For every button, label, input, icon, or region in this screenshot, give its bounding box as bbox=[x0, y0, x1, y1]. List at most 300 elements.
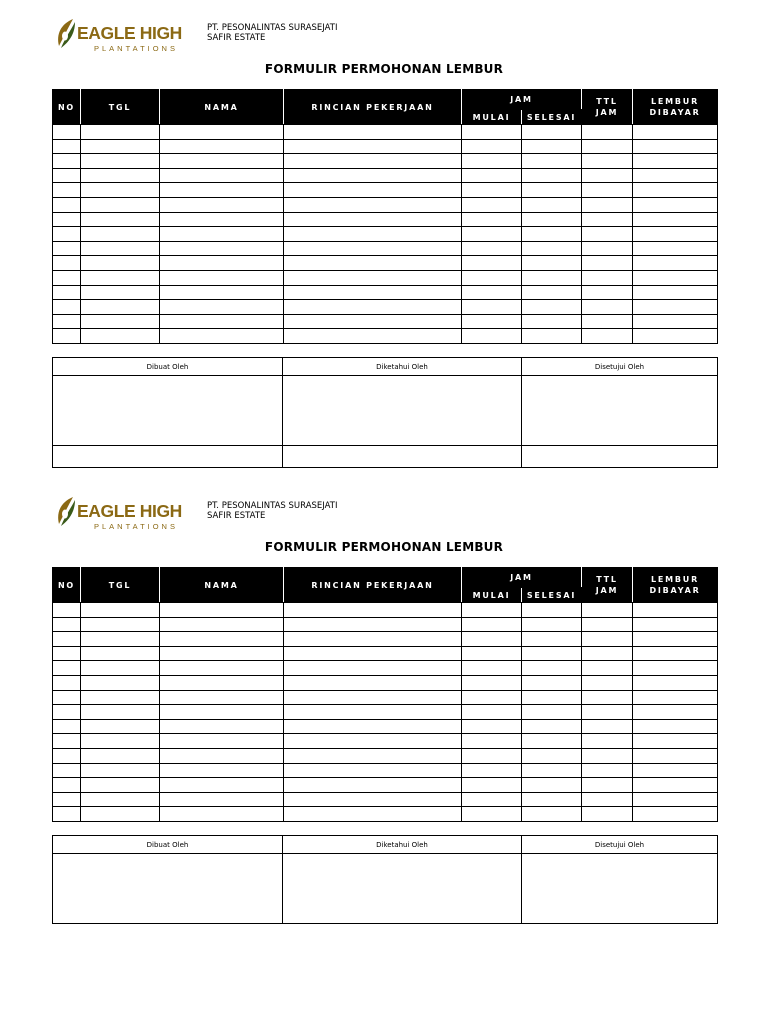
table-cell[interactable] bbox=[81, 646, 160, 661]
table-cell[interactable] bbox=[462, 763, 522, 778]
table-cell[interactable] bbox=[522, 807, 582, 822]
table-cell[interactable] bbox=[522, 734, 582, 749]
signature-box[interactable] bbox=[522, 854, 718, 924]
eagle-high-logo bbox=[55, 496, 190, 532]
signature-table bbox=[52, 357, 718, 468]
table-row bbox=[53, 719, 718, 734]
table-cell[interactable] bbox=[582, 632, 633, 647]
table-cell[interactable] bbox=[462, 241, 522, 256]
table-cell[interactable] bbox=[160, 285, 284, 300]
table-cell[interactable] bbox=[582, 241, 633, 256]
table-row bbox=[53, 646, 718, 661]
table-cell[interactable] bbox=[462, 300, 522, 315]
table-cell[interactable] bbox=[582, 125, 633, 140]
table-cell[interactable] bbox=[633, 646, 718, 661]
table-cell[interactable] bbox=[522, 183, 582, 198]
table-cell[interactable] bbox=[284, 719, 462, 734]
table-cell[interactable] bbox=[633, 690, 718, 705]
table-cell[interactable] bbox=[53, 300, 81, 315]
table-cell[interactable] bbox=[284, 778, 462, 793]
overtime-form-1 bbox=[0, 0, 768, 478]
table-cell[interactable] bbox=[53, 675, 81, 690]
table-cell[interactable] bbox=[582, 300, 633, 315]
table-cell[interactable] bbox=[284, 125, 462, 140]
table-cell[interactable] bbox=[462, 778, 522, 793]
signature-made-by-label: Dibuat Oleh bbox=[53, 358, 283, 376]
table-cell[interactable] bbox=[462, 329, 522, 344]
signature-known-by-label: Diketahui Oleh bbox=[283, 836, 522, 854]
table-cell[interactable] bbox=[633, 719, 718, 734]
table-row bbox=[53, 256, 718, 271]
table-cell[interactable] bbox=[160, 617, 284, 632]
table-cell[interactable] bbox=[53, 734, 81, 749]
table-cell[interactable] bbox=[160, 778, 284, 793]
table-cell[interactable] bbox=[284, 646, 462, 661]
table-cell[interactable] bbox=[53, 705, 81, 720]
table-cell[interactable] bbox=[633, 792, 718, 807]
table-cell[interactable] bbox=[462, 125, 522, 140]
table-cell[interactable] bbox=[284, 154, 462, 169]
table-cell[interactable] bbox=[633, 241, 718, 256]
table-cell[interactable] bbox=[522, 168, 582, 183]
table-row bbox=[53, 241, 718, 256]
table-cell[interactable] bbox=[81, 125, 160, 140]
table-cell[interactable] bbox=[633, 183, 718, 198]
table-cell[interactable] bbox=[53, 807, 81, 822]
company-name: PT. PESONALINTAS SURASEJATI bbox=[207, 501, 338, 511]
table-cell[interactable] bbox=[53, 168, 81, 183]
table-cell[interactable] bbox=[284, 792, 462, 807]
table-cell[interactable] bbox=[284, 183, 462, 198]
table-cell[interactable] bbox=[81, 690, 160, 705]
table-cell[interactable] bbox=[81, 329, 160, 344]
table-cell[interactable] bbox=[582, 270, 633, 285]
table-cell[interactable] bbox=[53, 778, 81, 793]
table-cell[interactable] bbox=[160, 241, 284, 256]
table-cell[interactable] bbox=[160, 763, 284, 778]
table-cell[interactable] bbox=[81, 632, 160, 647]
table-cell[interactable] bbox=[81, 212, 160, 227]
table-cell[interactable] bbox=[462, 285, 522, 300]
table-cell[interactable] bbox=[462, 154, 522, 169]
table-cell[interactable] bbox=[160, 632, 284, 647]
signature-known-by-label: Diketahui Oleh bbox=[283, 358, 522, 376]
signature-name-field[interactable] bbox=[53, 446, 283, 468]
table-cell[interactable] bbox=[462, 212, 522, 227]
table-cell[interactable] bbox=[582, 617, 633, 632]
table-cell[interactable] bbox=[582, 197, 633, 212]
table-cell[interactable] bbox=[53, 212, 81, 227]
table-cell[interactable] bbox=[53, 197, 81, 212]
company-name: PT. PESONALINTAS SURASEJATI bbox=[207, 23, 338, 33]
table-cell[interactable] bbox=[522, 314, 582, 329]
table-cell[interactable] bbox=[284, 285, 462, 300]
table-cell[interactable] bbox=[53, 314, 81, 329]
table-cell[interactable] bbox=[582, 792, 633, 807]
table-cell[interactable] bbox=[522, 778, 582, 793]
table-cell[interactable] bbox=[284, 227, 462, 242]
table-cell[interactable] bbox=[81, 603, 160, 618]
table-cell[interactable] bbox=[633, 212, 718, 227]
table-cell[interactable] bbox=[633, 300, 718, 315]
table-row bbox=[53, 183, 718, 198]
table-cell[interactable] bbox=[160, 227, 284, 242]
table-cell[interactable] bbox=[53, 719, 81, 734]
table-cell[interactable] bbox=[284, 300, 462, 315]
table-cell[interactable] bbox=[53, 256, 81, 271]
table-cell[interactable] bbox=[284, 314, 462, 329]
table-cell[interactable] bbox=[522, 125, 582, 140]
table-cell[interactable] bbox=[582, 285, 633, 300]
signature-name-field[interactable] bbox=[283, 446, 522, 468]
table-cell[interactable] bbox=[462, 807, 522, 822]
table-row bbox=[53, 300, 718, 315]
signature-box[interactable] bbox=[283, 854, 522, 924]
table-cell[interactable] bbox=[81, 807, 160, 822]
table-cell[interactable] bbox=[160, 183, 284, 198]
table-cell[interactable] bbox=[284, 734, 462, 749]
table-cell[interactable] bbox=[81, 763, 160, 778]
table-cell[interactable] bbox=[582, 154, 633, 169]
table-cell[interactable] bbox=[284, 241, 462, 256]
table-cell[interactable] bbox=[81, 748, 160, 763]
table-cell[interactable] bbox=[633, 778, 718, 793]
table-cell[interactable] bbox=[81, 734, 160, 749]
table-row bbox=[53, 125, 718, 140]
table-cell[interactable] bbox=[582, 705, 633, 720]
table-cell[interactable] bbox=[53, 241, 81, 256]
signature-table bbox=[52, 835, 718, 924]
table-cell[interactable] bbox=[633, 661, 718, 676]
table-cell[interactable] bbox=[81, 270, 160, 285]
estate-name: SAFIR ESTATE bbox=[207, 33, 266, 43]
header-no: NO bbox=[53, 90, 81, 125]
table-cell[interactable] bbox=[53, 270, 81, 285]
logo-name: EAGLE HIGH bbox=[77, 501, 182, 521]
table-cell[interactable] bbox=[462, 314, 522, 329]
signature-made-by-label: Dibuat Oleh bbox=[53, 836, 283, 854]
table-cell[interactable] bbox=[522, 690, 582, 705]
table-cell[interactable] bbox=[462, 139, 522, 154]
table-row bbox=[53, 329, 718, 344]
table-row bbox=[53, 285, 718, 300]
table-cell[interactable] bbox=[81, 256, 160, 271]
eagle-leaf-icon bbox=[55, 496, 79, 528]
table-cell[interactable] bbox=[53, 632, 81, 647]
table-cell[interactable] bbox=[522, 632, 582, 647]
table-cell[interactable] bbox=[81, 705, 160, 720]
table-cell[interactable] bbox=[53, 183, 81, 198]
signature-name-field[interactable] bbox=[522, 446, 718, 468]
table-cell[interactable] bbox=[462, 661, 522, 676]
table-cell[interactable] bbox=[633, 705, 718, 720]
table-cell[interactable] bbox=[462, 705, 522, 720]
table-cell[interactable] bbox=[633, 168, 718, 183]
table-cell[interactable] bbox=[160, 212, 284, 227]
header-tgl: TGL bbox=[81, 90, 160, 125]
table-cell[interactable] bbox=[633, 603, 718, 618]
table-cell[interactable] bbox=[633, 256, 718, 271]
table-cell[interactable] bbox=[53, 329, 81, 344]
table-cell[interactable] bbox=[462, 603, 522, 618]
table-cell[interactable] bbox=[633, 227, 718, 242]
table-cell[interactable] bbox=[160, 270, 284, 285]
table-cell[interactable] bbox=[53, 227, 81, 242]
table-cell[interactable] bbox=[160, 661, 284, 676]
overtime-table bbox=[52, 567, 718, 822]
table-cell[interactable] bbox=[81, 661, 160, 676]
table-cell[interactable] bbox=[81, 617, 160, 632]
table-cell[interactable] bbox=[462, 748, 522, 763]
table-cell[interactable] bbox=[53, 690, 81, 705]
signature-box[interactable] bbox=[53, 854, 283, 924]
table-cell[interactable] bbox=[522, 241, 582, 256]
table-cell[interactable] bbox=[81, 241, 160, 256]
table-cell[interactable] bbox=[582, 168, 633, 183]
table-cell[interactable] bbox=[582, 183, 633, 198]
table-cell[interactable] bbox=[53, 792, 81, 807]
form-title: FORMULIR PERMOHONAN LEMBUR bbox=[264, 540, 504, 554]
table-cell[interactable] bbox=[160, 807, 284, 822]
table-cell[interactable] bbox=[522, 329, 582, 344]
table-cell[interactable] bbox=[522, 300, 582, 315]
table-cell[interactable] bbox=[522, 748, 582, 763]
table-row bbox=[53, 792, 718, 807]
header-rincian: RINCIAN PEKERJAAN bbox=[284, 568, 462, 603]
table-body bbox=[53, 603, 718, 822]
table-cell[interactable] bbox=[160, 646, 284, 661]
table-cell[interactable] bbox=[522, 139, 582, 154]
table-cell[interactable] bbox=[160, 300, 284, 315]
table-cell[interactable] bbox=[522, 661, 582, 676]
table-cell[interactable] bbox=[462, 617, 522, 632]
table-cell[interactable] bbox=[81, 197, 160, 212]
table-cell[interactable] bbox=[582, 719, 633, 734]
table-cell[interactable] bbox=[81, 314, 160, 329]
table-cell[interactable] bbox=[522, 227, 582, 242]
table-cell[interactable] bbox=[633, 125, 718, 140]
table-row bbox=[53, 197, 718, 212]
table-cell[interactable] bbox=[633, 807, 718, 822]
table-cell[interactable] bbox=[284, 632, 462, 647]
table-cell[interactable] bbox=[582, 734, 633, 749]
table-cell[interactable] bbox=[160, 125, 284, 140]
table-cell[interactable] bbox=[462, 227, 522, 242]
table-cell[interactable] bbox=[462, 183, 522, 198]
table-cell[interactable] bbox=[284, 675, 462, 690]
table-cell[interactable] bbox=[462, 690, 522, 705]
table-cell[interactable] bbox=[284, 807, 462, 822]
table-cell[interactable] bbox=[582, 778, 633, 793]
table-cell[interactable] bbox=[160, 603, 284, 618]
table-cell[interactable] bbox=[633, 270, 718, 285]
estate-name: SAFIR ESTATE bbox=[207, 511, 266, 521]
table-cell[interactable] bbox=[462, 734, 522, 749]
table-cell[interactable] bbox=[160, 792, 284, 807]
table-cell[interactable] bbox=[582, 675, 633, 690]
table-cell[interactable] bbox=[582, 227, 633, 242]
table-cell[interactable] bbox=[53, 285, 81, 300]
company-info bbox=[207, 23, 337, 43]
table-cell[interactable] bbox=[633, 139, 718, 154]
table-cell[interactable] bbox=[582, 139, 633, 154]
table-cell[interactable] bbox=[81, 300, 160, 315]
table-row bbox=[53, 763, 718, 778]
table-cell[interactable] bbox=[582, 763, 633, 778]
table-cell[interactable] bbox=[522, 705, 582, 720]
table-row bbox=[53, 227, 718, 242]
table-cell[interactable] bbox=[582, 329, 633, 344]
table-cell[interactable] bbox=[160, 748, 284, 763]
table-cell[interactable] bbox=[582, 212, 633, 227]
table-cell[interactable] bbox=[633, 617, 718, 632]
table-cell[interactable] bbox=[462, 256, 522, 271]
table-cell[interactable] bbox=[522, 646, 582, 661]
table-cell[interactable] bbox=[522, 256, 582, 271]
table-cell[interactable] bbox=[160, 168, 284, 183]
table-cell[interactable] bbox=[160, 705, 284, 720]
table-row bbox=[53, 748, 718, 763]
table-cell[interactable] bbox=[633, 285, 718, 300]
table-cell[interactable] bbox=[522, 212, 582, 227]
table-cell[interactable] bbox=[284, 168, 462, 183]
table-cell[interactable] bbox=[53, 748, 81, 763]
table-cell[interactable] bbox=[522, 675, 582, 690]
table-cell[interactable] bbox=[522, 792, 582, 807]
table-cell[interactable] bbox=[160, 719, 284, 734]
table-cell[interactable] bbox=[522, 285, 582, 300]
header-ttl-jam: TTL JAM bbox=[582, 90, 633, 125]
table-cell[interactable] bbox=[160, 139, 284, 154]
table-cell[interactable] bbox=[81, 183, 160, 198]
header-mulai: MULAI bbox=[462, 110, 522, 125]
table-cell[interactable] bbox=[81, 719, 160, 734]
table-cell[interactable] bbox=[160, 256, 284, 271]
table-cell[interactable] bbox=[160, 154, 284, 169]
table-cell[interactable] bbox=[160, 734, 284, 749]
table-cell[interactable] bbox=[522, 763, 582, 778]
table-cell[interactable] bbox=[284, 270, 462, 285]
table-cell[interactable] bbox=[462, 792, 522, 807]
table-cell[interactable] bbox=[633, 154, 718, 169]
header-lembur-dibayar: LEMBUR DIBAYAR bbox=[633, 90, 718, 125]
table-body bbox=[53, 125, 718, 344]
table-cell[interactable] bbox=[284, 329, 462, 344]
table-cell[interactable] bbox=[582, 690, 633, 705]
table-cell[interactable] bbox=[284, 197, 462, 212]
table-cell[interactable] bbox=[284, 748, 462, 763]
table-cell[interactable] bbox=[582, 314, 633, 329]
table-cell[interactable] bbox=[81, 285, 160, 300]
header-selesai: SELESAI bbox=[522, 110, 582, 125]
table-cell[interactable] bbox=[522, 617, 582, 632]
table-cell[interactable] bbox=[160, 675, 284, 690]
table-cell[interactable] bbox=[284, 661, 462, 676]
table-cell[interactable] bbox=[284, 603, 462, 618]
eagle-leaf-icon bbox=[55, 18, 79, 50]
table-cell[interactable] bbox=[81, 154, 160, 169]
table-cell[interactable] bbox=[462, 646, 522, 661]
table-cell[interactable] bbox=[633, 675, 718, 690]
table-cell[interactable] bbox=[53, 154, 81, 169]
signature-box[interactable] bbox=[283, 376, 522, 446]
table-row bbox=[53, 603, 718, 618]
header-mulai: MULAI bbox=[462, 588, 522, 603]
table-cell[interactable] bbox=[633, 314, 718, 329]
header-ttl-jam: TTL JAM bbox=[582, 568, 633, 603]
table-cell[interactable] bbox=[284, 690, 462, 705]
table-row bbox=[53, 314, 718, 329]
table-cell[interactable] bbox=[522, 154, 582, 169]
table-cell[interactable] bbox=[633, 329, 718, 344]
table-cell[interactable] bbox=[53, 763, 81, 778]
table-cell[interactable] bbox=[160, 197, 284, 212]
eagle-high-logo bbox=[55, 18, 190, 54]
table-row bbox=[53, 778, 718, 793]
table-cell[interactable] bbox=[633, 734, 718, 749]
table-cell[interactable] bbox=[462, 675, 522, 690]
table-cell[interactable] bbox=[284, 617, 462, 632]
table-cell[interactable] bbox=[582, 256, 633, 271]
table-cell[interactable] bbox=[522, 603, 582, 618]
table-cell[interactable] bbox=[284, 763, 462, 778]
table-row bbox=[53, 168, 718, 183]
table-cell[interactable] bbox=[81, 227, 160, 242]
table-cell[interactable] bbox=[522, 270, 582, 285]
table-cell[interactable] bbox=[462, 719, 522, 734]
table-cell[interactable] bbox=[633, 748, 718, 763]
table-cell[interactable] bbox=[160, 329, 284, 344]
table-cell[interactable] bbox=[160, 690, 284, 705]
table-cell[interactable] bbox=[284, 256, 462, 271]
table-cell[interactable] bbox=[462, 197, 522, 212]
company-info bbox=[207, 501, 337, 521]
table-cell[interactable] bbox=[53, 603, 81, 618]
table-cell[interactable] bbox=[633, 197, 718, 212]
table-cell[interactable] bbox=[81, 139, 160, 154]
table-cell[interactable] bbox=[462, 632, 522, 647]
table-cell[interactable] bbox=[284, 705, 462, 720]
table-cell[interactable] bbox=[582, 661, 633, 676]
signature-box[interactable] bbox=[522, 376, 718, 446]
table-cell[interactable] bbox=[284, 212, 462, 227]
table-cell[interactable] bbox=[582, 807, 633, 822]
table-cell[interactable] bbox=[633, 763, 718, 778]
table-cell[interactable] bbox=[53, 125, 81, 140]
table-cell[interactable] bbox=[53, 617, 81, 632]
table-cell[interactable] bbox=[633, 632, 718, 647]
table-cell[interactable] bbox=[53, 646, 81, 661]
table-cell[interactable] bbox=[462, 168, 522, 183]
table-cell[interactable] bbox=[81, 168, 160, 183]
table-cell[interactable] bbox=[582, 603, 633, 618]
signature-box[interactable] bbox=[53, 376, 283, 446]
table-cell[interactable] bbox=[53, 661, 81, 676]
table-cell[interactable] bbox=[522, 719, 582, 734]
table-cell[interactable] bbox=[160, 314, 284, 329]
table-cell[interactable] bbox=[81, 778, 160, 793]
table-cell[interactable] bbox=[582, 748, 633, 763]
table-cell[interactable] bbox=[284, 139, 462, 154]
table-cell[interactable] bbox=[522, 197, 582, 212]
overtime-form-2 bbox=[0, 478, 768, 1024]
table-cell[interactable] bbox=[462, 270, 522, 285]
table-cell[interactable] bbox=[53, 139, 81, 154]
table-cell[interactable] bbox=[582, 646, 633, 661]
table-row bbox=[53, 270, 718, 285]
table-cell[interactable] bbox=[81, 792, 160, 807]
table-cell[interactable] bbox=[81, 675, 160, 690]
